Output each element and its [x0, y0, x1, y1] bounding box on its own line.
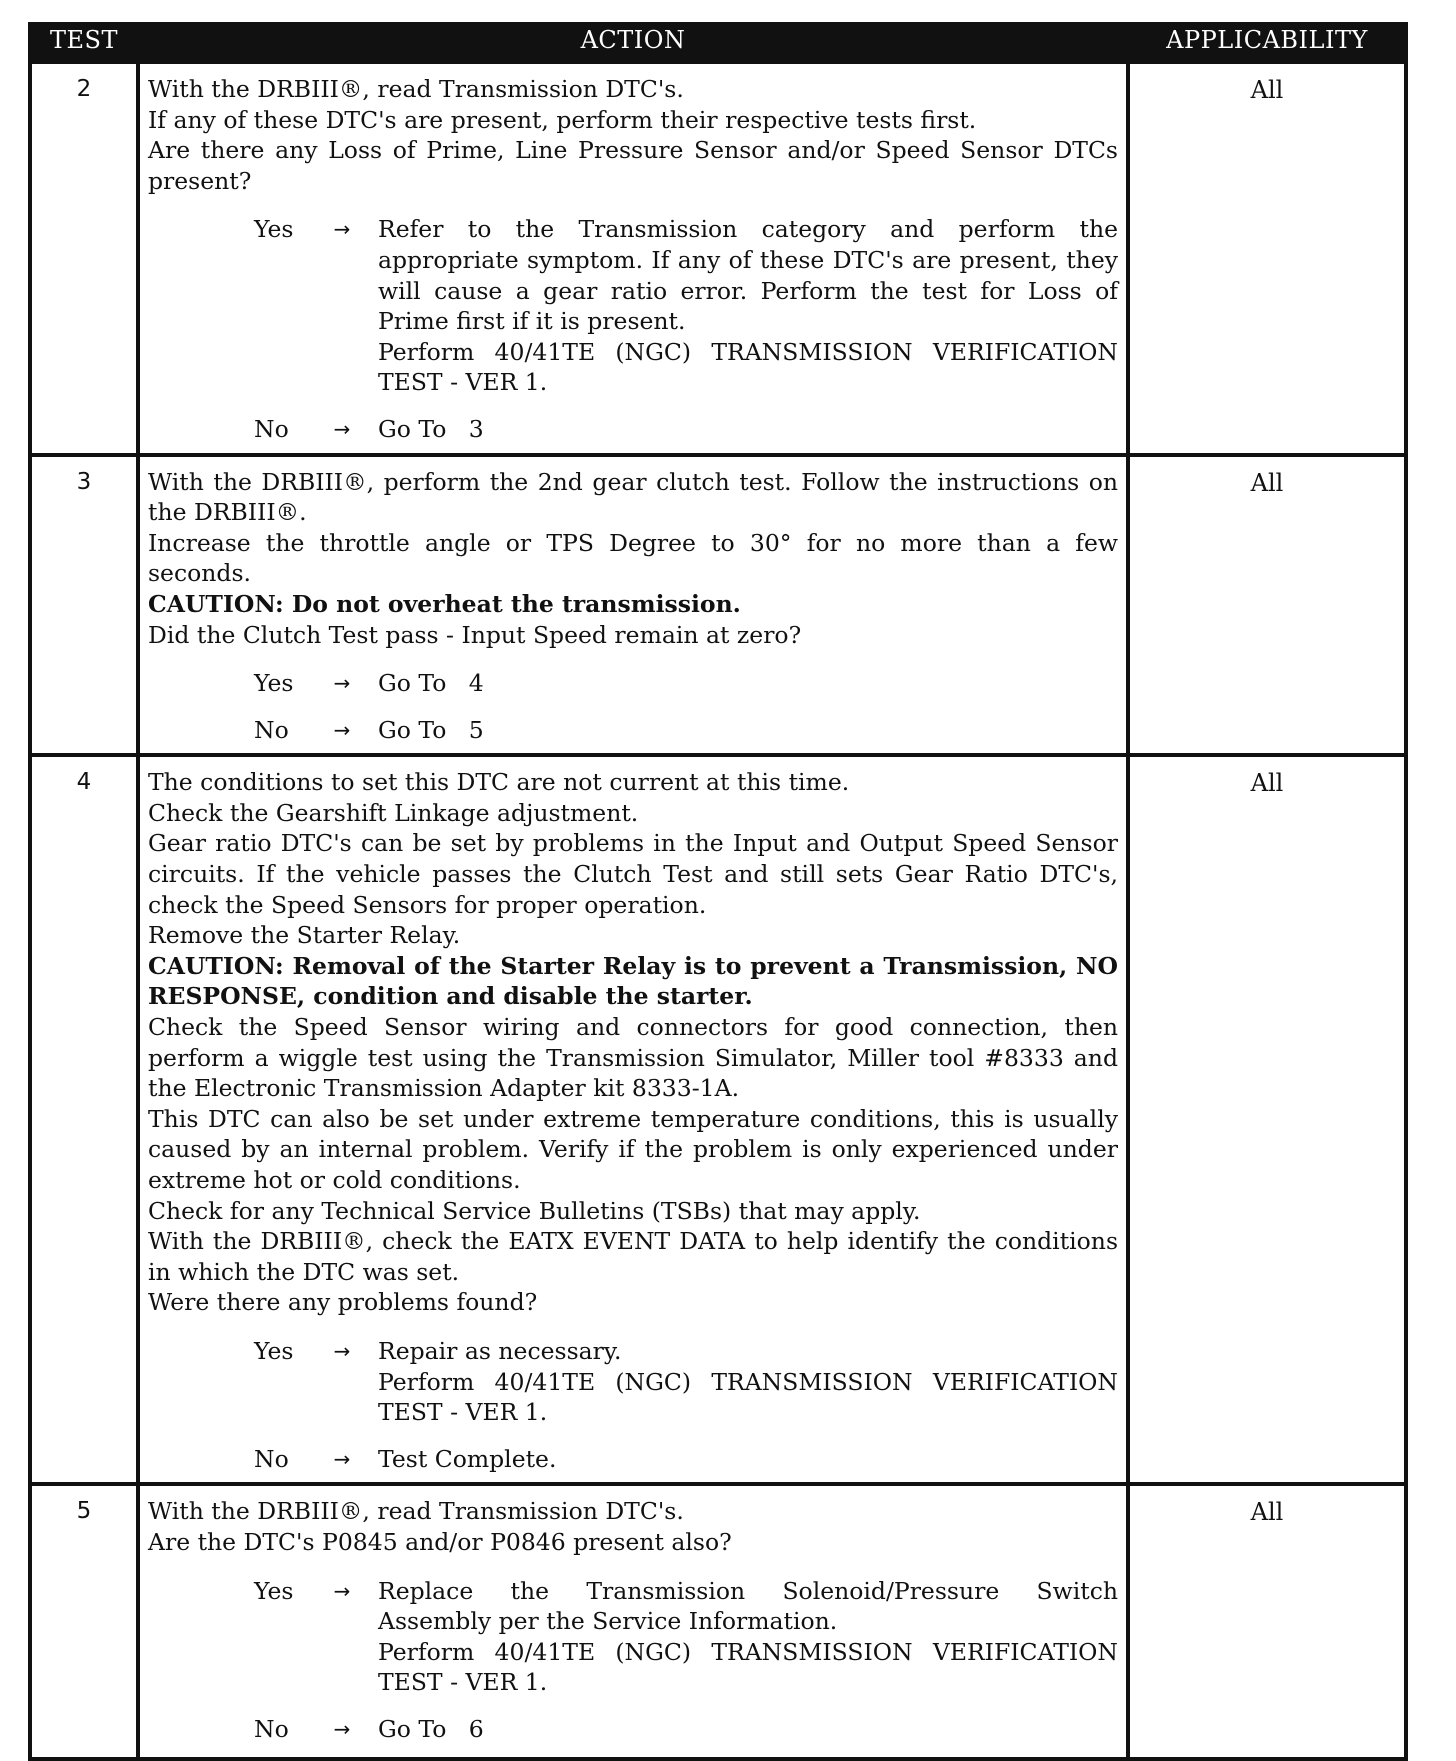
- action-text: Check the Gearshift Linkage adjustment.: [148, 798, 639, 827]
- answer-result: [378, 1444, 1118, 1475]
- answer-option: [148, 1336, 1126, 1428]
- answer-label: No: [254, 1714, 289, 1743]
- result-text: Go To 3: [378, 414, 484, 443]
- answer-option: [148, 1714, 1118, 1745]
- answer-result: [378, 715, 1118, 746]
- arrow-right-icon: →: [333, 217, 351, 242]
- answer-label: Yes: [254, 1336, 294, 1365]
- test-number: 4: [30, 755, 138, 1484]
- action-text: Did the Clutch Test pass - Input Speed remain at zero?: [148, 620, 802, 649]
- answer-label: No: [254, 1444, 289, 1473]
- answer-option: [148, 414, 1118, 445]
- result-text: Perform 40/41TE (NGC) TRANSMISSION VERIFICATION TEST - VER 1.: [378, 337, 1126, 397]
- arrow-right-icon: →: [333, 416, 351, 441]
- diagnostic-table: [28, 22, 1408, 1761]
- action-text: Are there any Loss of Prime, Line Pressure Sensor and/or Speed Sensor DTCs present?: [148, 136, 1118, 195]
- answer-result: [378, 1576, 1126, 1698]
- caution-text: CAUTION: Do not overheat the transmission.: [148, 589, 741, 618]
- table-row: [30, 62, 1406, 455]
- result-text: Perform 40/41TE (NGC) TRANSMISSION VERIFICATION TEST - VER 1.: [378, 1637, 1126, 1697]
- header-test: TEST: [30, 24, 138, 62]
- test-number: 5: [30, 1484, 138, 1759]
- answer-option: [148, 214, 1126, 398]
- answer-option: [148, 715, 1118, 746]
- answer-label: Yes: [254, 669, 294, 698]
- answer-result: [378, 668, 1118, 699]
- header-action: ACTION: [138, 24, 1128, 62]
- action-text: If any of these DTC's are present, perform their respective tests first.: [148, 105, 977, 134]
- result-text: Perform 40/41TE (NGC) TRANSMISSION VERIFICATION TEST - VER 1.: [378, 1367, 1126, 1427]
- action-text: With the DRBIII®, read Transmission DTC's.: [148, 75, 684, 103]
- arrow-right-icon: →: [333, 1446, 351, 1471]
- answer-label: Yes: [254, 215, 294, 244]
- action-text: With the DRBIII®, read Transmission DTC's.: [148, 1497, 684, 1526]
- action-text: With the DRBIII®, perform the 2nd gear clutch test. Follow the instructions on the DRBIII®.: [148, 467, 1118, 527]
- result-text: Test Complete.: [378, 1444, 557, 1473]
- answer-result: [378, 414, 1118, 445]
- table-row: [30, 755, 1406, 1484]
- arrow-right-icon: →: [333, 671, 351, 696]
- applicability-value: All: [1128, 62, 1406, 455]
- arrow-right-icon: →: [333, 1338, 351, 1363]
- answer-option: [148, 668, 1118, 699]
- result-text: Go To 4: [378, 669, 484, 698]
- caution-text: CAUTION: Removal of the Starter Relay is to prevent a Transmission, NO RESPONSE, condition and disable the starter.: [148, 951, 1118, 1011]
- applicability-value: All: [1128, 455, 1406, 756]
- action-text: Check the Speed Sensor wiring and connectors for good connection, then perform a wiggle test using the Transmission Simulator, Miller tool #8333 and the Electronic Transmission Adapter kit 8333-1A.: [148, 1013, 1118, 1103]
- test-number: 2: [30, 62, 138, 455]
- action-text: Remove the Starter Relay.: [148, 921, 461, 950]
- action-text: Were there any problems found?: [148, 1288, 538, 1317]
- result-text: Refer to the Transmission category and perform the appropriate symptom. If any of these DTC's are present, they will cause a gear ratio error. Perform the test for Loss of Prime first if it is present.: [378, 215, 1126, 336]
- header-row: [30, 24, 1406, 62]
- test-number: 3: [30, 455, 138, 756]
- table-row: [30, 1484, 1406, 1759]
- applicability-value: All: [1128, 755, 1406, 1484]
- result-text: Repair as necessary.: [378, 1336, 622, 1365]
- action-cell: [138, 755, 1128, 1484]
- answer-label: No: [254, 715, 289, 744]
- action-cell: [138, 62, 1128, 455]
- action-text: Increase the throttle angle or TPS Degree to 30° for no more than a few seconds.: [148, 528, 1118, 588]
- action-text: Check for any Technical Service Bulletins (TSBs) that may apply.: [148, 1196, 921, 1225]
- action-text: Are the DTC's P0845 and/or P0846 present also?: [148, 1527, 732, 1556]
- table-row: [30, 455, 1406, 756]
- action-cell: [138, 1484, 1128, 1759]
- answer-option: [148, 1444, 1118, 1475]
- header-applicability: APPLICABILITY: [1128, 24, 1406, 62]
- result-text: Go To 6: [378, 1714, 484, 1743]
- action-text: This DTC can also be set under extreme temperature conditions, this is usually caused by an internal problem. Verify if the problem is only experienced under extreme hot or cold conditions.: [148, 1104, 1118, 1194]
- answer-result: [378, 1336, 1126, 1428]
- action-text: Gear ratio DTC's can be set by problems in the Input and Output Speed Sensor circuits. If the vehicle passes the Clutch Test and still sets Gear Ratio DTC's, check the Speed Sensors for proper operation.: [148, 829, 1118, 919]
- answer-label: No: [254, 414, 289, 443]
- arrow-right-icon: →: [333, 1716, 351, 1741]
- answer-result: [378, 1714, 1118, 1745]
- answer-result: [378, 214, 1126, 398]
- result-text: Go To 5: [378, 715, 484, 744]
- action-text: The conditions to set this DTC are not current at this time.: [148, 768, 850, 797]
- arrow-right-icon: →: [333, 717, 351, 742]
- table-body: [30, 62, 1406, 1759]
- result-text: Replace the Transmission Solenoid/Pressure Switch Assembly per the Service Information.: [378, 1576, 1126, 1636]
- action-cell: [138, 455, 1128, 756]
- action-text: With the DRBIII®, check the EATX EVENT DATA to help identify the conditions in which the DTC was set.: [148, 1227, 1118, 1286]
- answer-option: [148, 1576, 1126, 1698]
- applicability-value: All: [1128, 1484, 1406, 1759]
- answer-label: Yes: [254, 1576, 294, 1605]
- arrow-right-icon: →: [333, 1578, 351, 1603]
